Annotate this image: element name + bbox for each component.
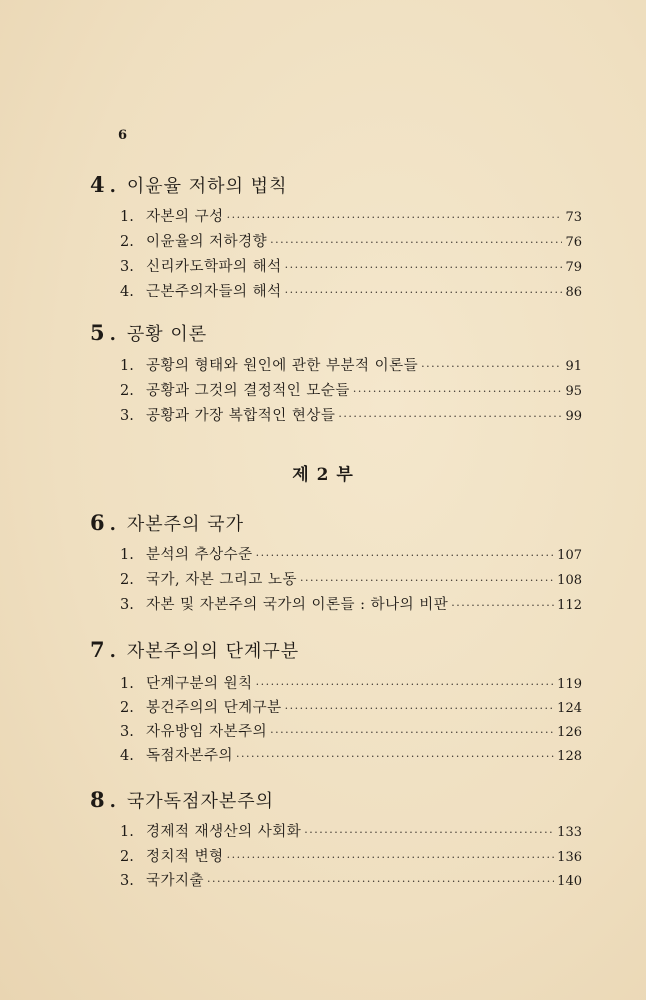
entry-title: 자본의 구성: [146, 209, 224, 225]
chapter-title: 자본주의 국가: [126, 514, 244, 535]
toc-entry[interactable]: [120, 257, 582, 278]
entry-title: 공황과 그것의 결정적인 모순들: [146, 383, 350, 399]
dot-leader: [338, 407, 562, 427]
entry-page: 95: [565, 384, 582, 399]
entry-index: 4.: [120, 748, 134, 764]
entry-title: 경제적 재생산의 사회화: [146, 824, 302, 840]
toc-entry[interactable]: [120, 847, 582, 868]
toc-entry[interactable]: [120, 381, 582, 402]
entry-page: 91: [565, 359, 582, 374]
entry-page: 140: [557, 874, 582, 889]
chapter-heading: 7 . 자본주의의 단계구분: [90, 637, 300, 662]
entry-title: 분석의 추상수준: [146, 547, 253, 563]
entry-index: 4.: [120, 284, 134, 300]
entry-title: 봉건주의의 단계구분: [146, 700, 282, 716]
entry-index: 3.: [120, 873, 134, 889]
chapter-heading: 8 . 국가독점자본주의: [90, 787, 275, 812]
toc-entry[interactable]: [120, 545, 582, 566]
entry-title: 국가지출: [146, 873, 205, 889]
chapter-number: 5: [90, 320, 106, 345]
entry-index: 3.: [120, 408, 134, 424]
toc-entry[interactable]: [120, 207, 582, 228]
entry-page: 112: [557, 598, 582, 613]
part-heading: 제 2 부: [292, 465, 354, 485]
entry-page: 79: [565, 260, 582, 275]
entry-page: 86: [565, 285, 582, 300]
chapter-heading: 6 . 자본주의 국가: [90, 510, 244, 535]
entry-index: 2.: [120, 700, 134, 716]
chapter-title: 자본주의의 단계구분: [126, 641, 300, 662]
entry-index: 2.: [120, 383, 134, 399]
entry-index: 1.: [120, 547, 134, 563]
entry-page: 124: [557, 701, 582, 716]
entry-page: 99: [565, 409, 582, 424]
entry-index: 2.: [120, 234, 134, 250]
page-number: 6: [118, 128, 128, 143]
entry-index: 1.: [120, 209, 134, 225]
dot-leader: [270, 723, 554, 743]
dot-leader: [256, 675, 555, 695]
toc-entry[interactable]: [120, 674, 582, 695]
dot-leader: [285, 699, 555, 719]
entry-index: 3.: [120, 259, 134, 275]
toc-entry[interactable]: [120, 282, 582, 303]
dot-leader: [300, 571, 554, 591]
entry-index: 2.: [120, 572, 134, 588]
chapter-title: 국가독점자본주의: [126, 791, 275, 812]
toc-entry[interactable]: [120, 356, 582, 377]
toc-entry[interactable]: [120, 722, 582, 743]
entry-index: 1.: [120, 824, 134, 840]
toc-entry[interactable]: [120, 570, 582, 591]
entry-page: 119: [557, 677, 582, 692]
dot-leader: [227, 208, 563, 228]
entry-title: 근본주의자들의 해석: [146, 284, 282, 300]
dot-leader: [236, 747, 554, 767]
entry-page: 108: [557, 573, 582, 588]
entry-title: 국가, 자본 그리고 노동: [146, 572, 297, 588]
dot-leader: [270, 233, 562, 253]
entry-index: 1.: [120, 676, 134, 692]
entry-page: 128: [557, 749, 582, 764]
dot-leader: [285, 283, 563, 303]
dot-leader: [451, 596, 554, 616]
toc-entry[interactable]: [120, 822, 582, 843]
dot-leader: [304, 823, 554, 843]
dot-leader: [207, 872, 554, 892]
chapter-number: 8: [90, 787, 106, 812]
toc-entry[interactable]: [120, 232, 582, 253]
chapter-number: 4: [90, 172, 106, 197]
dot-leader: [227, 848, 555, 868]
chapter-heading: 5 . 공황 이론: [90, 320, 208, 345]
chapter-title: 이윤율 저하의 법칙: [126, 176, 288, 197]
entry-page: 126: [557, 725, 582, 740]
entry-page: 76: [565, 235, 582, 250]
entry-page: 136: [557, 850, 582, 865]
dot-leader: [353, 382, 563, 402]
entry-index: 1.: [120, 358, 134, 374]
toc-entry[interactable]: [120, 406, 582, 427]
entry-title: 독점자본주의: [146, 748, 234, 764]
entry-title: 정치적 변형: [146, 849, 224, 865]
chapter-title: 공황 이론: [126, 324, 208, 345]
entry-index: 3.: [120, 597, 134, 613]
dot-leader: [256, 546, 555, 566]
chapter-number: 7: [90, 637, 106, 662]
toc-entry[interactable]: [120, 871, 582, 892]
chapter-number: 6: [90, 510, 106, 535]
entry-title: 공황과 가장 복합적인 현상들: [146, 408, 336, 424]
entry-title: 자유방임 자본주의: [146, 724, 268, 740]
entry-page: 107: [557, 548, 582, 563]
entry-title: 신리카도학파의 해석: [146, 259, 282, 275]
entry-title: 자본 및 자본주의 국가의 이론들 : 하나의 비판: [146, 597, 449, 613]
entry-title: 이윤율의 저하경향: [146, 234, 268, 250]
entry-page: 133: [557, 825, 582, 840]
entry-title: 공황의 형태와 원인에 관한 부분적 이론들: [146, 358, 419, 374]
entry-index: 2.: [120, 849, 134, 865]
chapter-heading: 4 . 이윤율 저하의 법칙: [90, 172, 288, 197]
entry-title: 단계구분의 원칙: [146, 676, 253, 692]
entry-index: 3.: [120, 724, 134, 740]
entry-page: 73: [565, 210, 582, 225]
toc-entry[interactable]: [120, 698, 582, 719]
toc-entry[interactable]: [120, 595, 582, 616]
dot-leader: [285, 258, 563, 278]
dot-leader: [421, 357, 562, 377]
toc-entry[interactable]: [120, 746, 582, 767]
